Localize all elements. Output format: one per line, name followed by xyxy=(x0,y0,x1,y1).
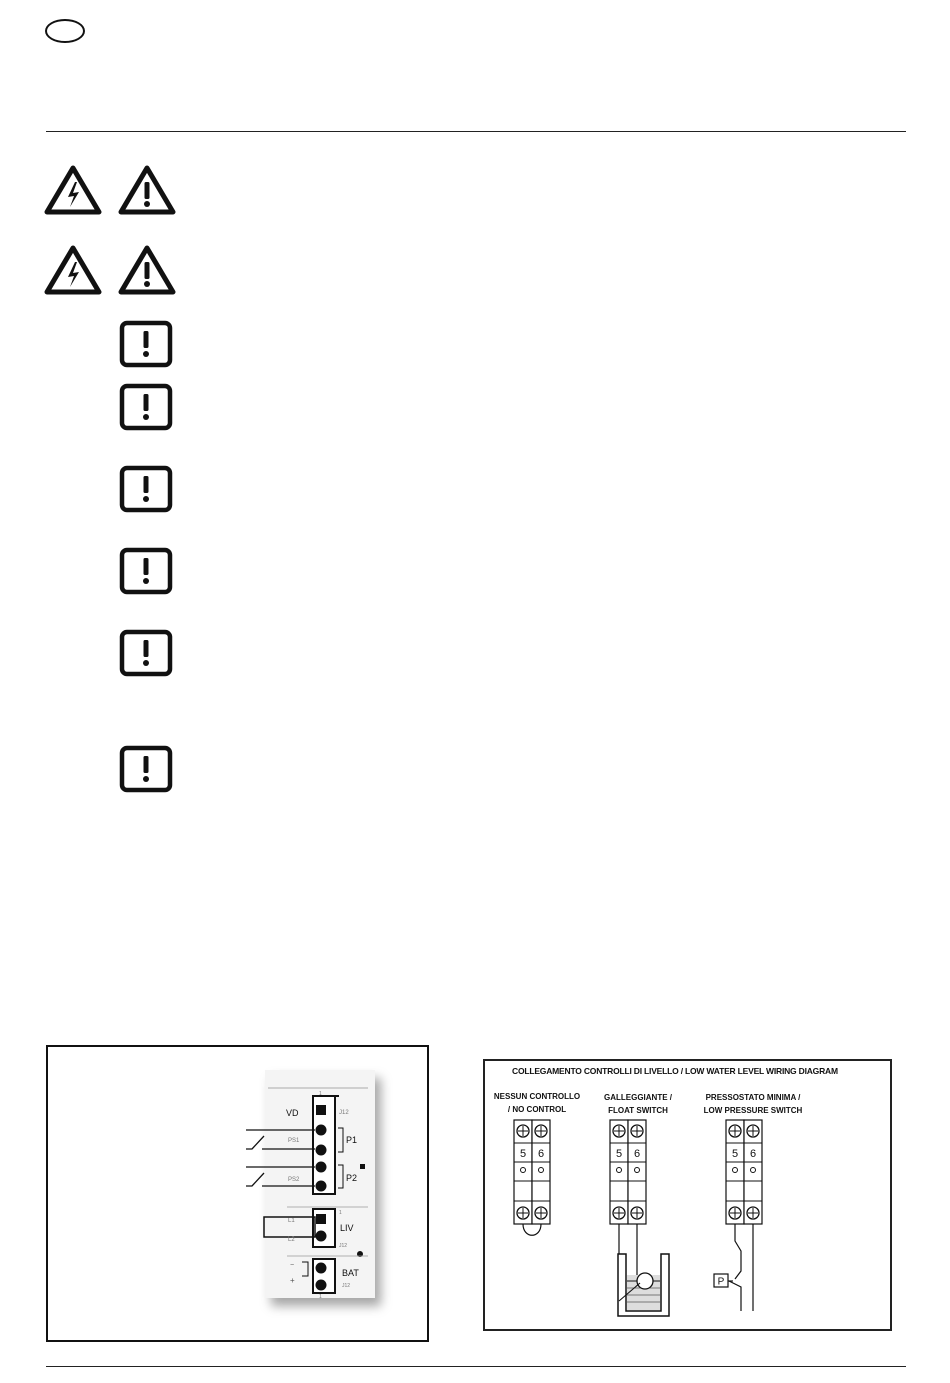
notice-exclamation-icon xyxy=(119,465,173,513)
terminal-5: 5 xyxy=(615,1148,623,1160)
notice-exclamation-icon xyxy=(119,547,173,595)
label-j12: J12 xyxy=(339,1110,349,1116)
terminal-5: 5 xyxy=(731,1148,739,1160)
pin-number: 1 xyxy=(319,1294,322,1300)
label-plus: + xyxy=(290,1276,295,1285)
general-warning-icon xyxy=(118,245,176,295)
top-divider xyxy=(46,131,906,132)
terminal-5: 5 xyxy=(519,1148,527,1160)
notice-exclamation-icon xyxy=(119,745,173,793)
pin-number: 1 xyxy=(319,1091,322,1097)
label-j12: J12 xyxy=(342,1283,351,1289)
bottom-divider xyxy=(46,1366,906,1367)
board-connector-diagram xyxy=(240,1070,380,1300)
column-label-float-en: FLOAT SWITCH xyxy=(608,1106,668,1115)
label-l1: L1 xyxy=(288,1218,295,1224)
notice-exclamation-icon xyxy=(119,320,173,368)
wiring-title: COLLEGAMENTO CONTROLLI DI LIVELLO / LOW WATER LEVEL WIRING DIAGRAM xyxy=(512,1066,838,1076)
pressure-switch-label: P xyxy=(717,1276,725,1288)
notice-exclamation-icon xyxy=(119,383,173,431)
language-badge xyxy=(45,19,85,43)
terminal-block-no-control xyxy=(514,1120,550,1235)
label-j12: J12 xyxy=(339,1243,348,1249)
notice-exclamation-icon xyxy=(119,629,173,677)
label-l2: L2 xyxy=(288,1237,295,1243)
terminal-6: 6 xyxy=(749,1148,757,1160)
label-liv: LIV xyxy=(340,1223,354,1233)
terminal-6: 6 xyxy=(537,1148,545,1160)
pin-number: 1 xyxy=(339,1210,342,1216)
general-warning-icon xyxy=(118,165,176,215)
column-label-float: GALLEGGIANTE / xyxy=(604,1093,672,1102)
label-vd: VD xyxy=(286,1108,299,1118)
label-p1: P1 xyxy=(346,1135,358,1145)
float-tank xyxy=(618,1254,669,1316)
column-label-pressure: PRESSOSTATO MINIMA / xyxy=(705,1093,801,1102)
label-ps2: PS2 xyxy=(288,1177,300,1183)
column-label-pressure-en: LOW PRESSURE SWITCH xyxy=(703,1106,803,1115)
terminal-block-pressure-switch xyxy=(723,1120,762,1311)
column-label-no-control: NESSUN CONTROLLO xyxy=(493,1092,581,1101)
label-ps1: PS1 xyxy=(288,1138,300,1144)
low-water-level-wiring-diagram xyxy=(485,1061,890,1329)
column-label-no-control-en: / NO CONTROL xyxy=(507,1105,567,1114)
label-bat: BAT xyxy=(342,1268,359,1278)
label-minus: − xyxy=(290,1262,295,1269)
electric-hazard-icon xyxy=(44,165,102,215)
terminal-6: 6 xyxy=(633,1148,641,1160)
electric-hazard-icon xyxy=(44,245,102,295)
label-p2: P2 xyxy=(346,1173,358,1183)
